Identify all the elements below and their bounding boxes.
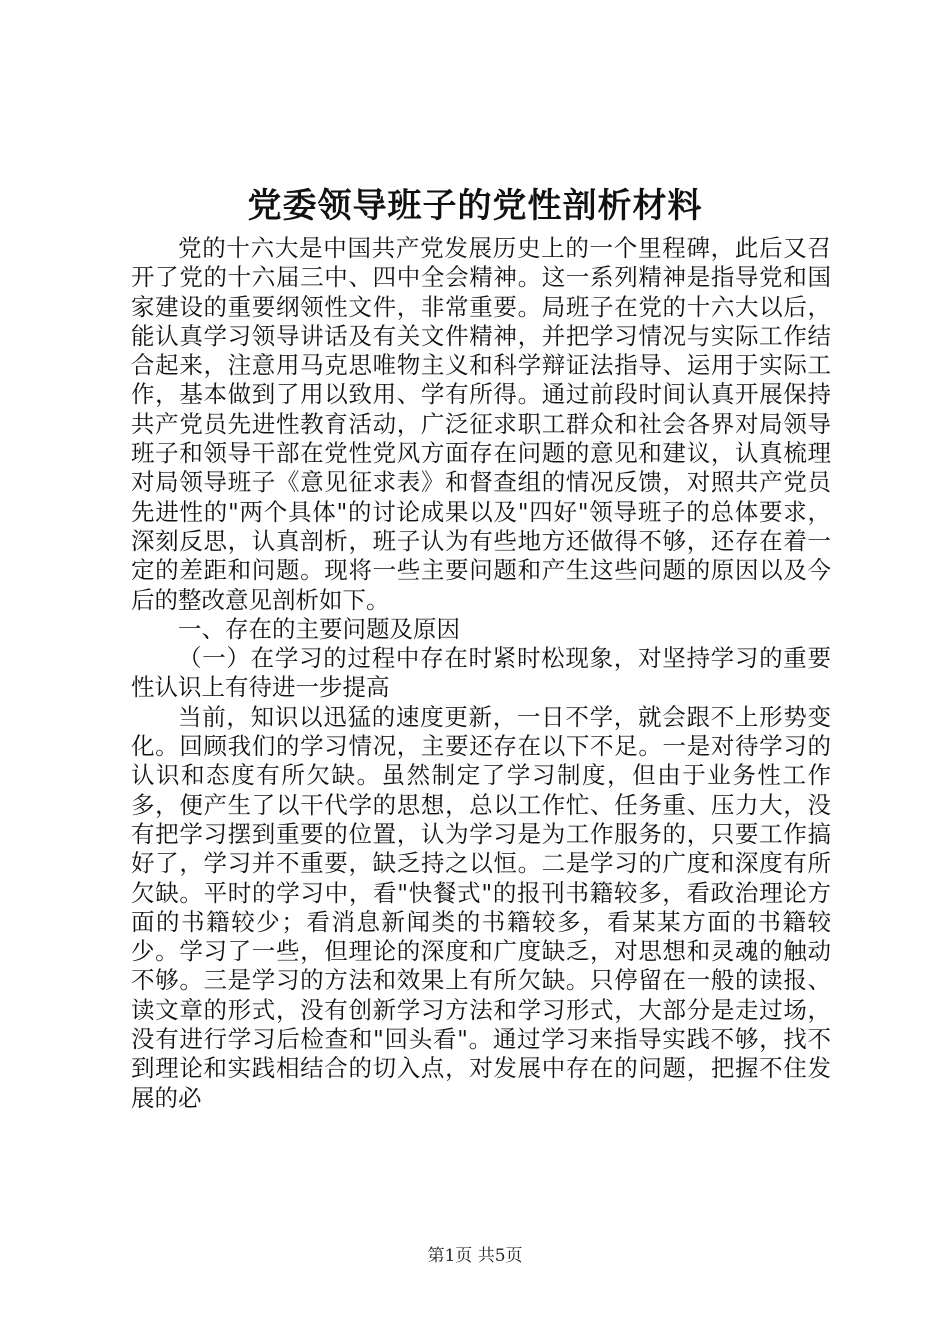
paragraph-learning: 当前，知识以迅猛的速度更新，一日不学，就会跟不上形势变化。回顾我们的学习情况，主要还存在以下不足。一是对待学习的认识和态度有所欠缺。虽然制定了学习制度，但由于业务性工作多，便产生了以干代学的思想，总以工作忙、任务重、压力大，没有把学习摆到重要的位置，认为学习是为工作服务的，只要工作搞好了，学习并不重要，缺乏持之以恒。二是学习的广度和深度有所欠缺。平时的学习中，看"快餐式"的报刊书籍较多，看政治理论方面的书籍较少；看消息新闻类的书籍较多，看某某方面的书籍较少。学习了一些，但理论的深度和广度缺乏，对思想和灵魂的触动不够。三是学习的方法和效果上有所欠缺。只停留在一般的读报、读文章的形式，没有创新学习方法和学习形式，大部分是走过场，没有进行学习后检查和"回头看"。通过学习来指导实践不够，找不到理论和实践相结合的切入点，对发展中存在的问题，把握不住发展的必 [131,702,831,1112]
document-body [131,234,831,1113]
subsection-heading: （一）在学习的过程中存在时紧时松现象，对坚持学习的重要性认识上有待进一步提高 [131,644,831,702]
paragraph-intro: 党的十六大是中国共产党发展历史上的一个里程碑，此后又召开了党的十六届三中、四中全会精神。这一系列精神是指导党和国家建设的重要纲领性文件，非常重要。局班子在党的十六大以后，能认真学习领导讲话及有关文件精神，并把学习情况与实际工作结合起来，注意用马克思唯物主义和科学辩证法指导、运用于实际工作，基本做到了用以致用、学有所得。通过前段时间认真开展保持共产党员先进性教育活动，广泛征求职工群众和社会各界对局领导班子和领导干部在党性党风方面存在问题的意见和建议，认真梳理对局领导班子《意见征求表》和督查组的情况反馈，对照共产党员先进性的"两个具体"的讨论成果以及"四好"领导班子的总体要求，深刻反思，认真剖析，班子认为有些地方还做得不够，还存在着一定的差距和问题。现将一些主要问题和产生这些问题的原因以及今后的整改意见剖析如下。 [131,234,831,614]
section-heading: 一、存在的主要问题及原因 [178,614,460,643]
page-footer: 第1页 共5页 [427,1246,523,1266]
document-title: 党委领导班子的党性剖析材料 [247,186,703,226]
